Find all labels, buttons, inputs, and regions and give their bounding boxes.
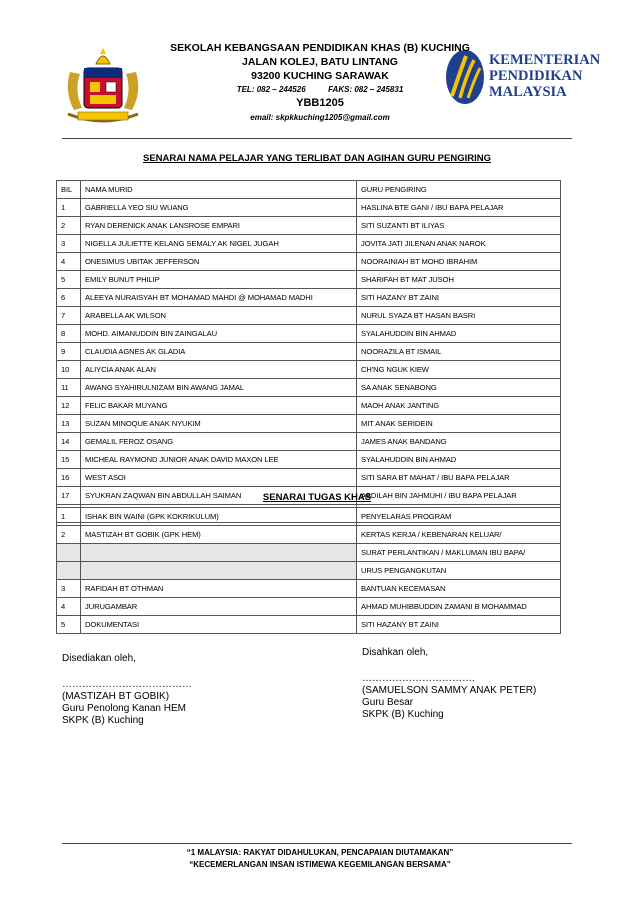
cell-escort-teacher: MIT ANAK SERIDEIN [357,415,561,433]
cell-student-name: WEST ASOI [81,469,357,487]
cell-bil: 4 [57,598,81,616]
cell-bil: 3 [57,580,81,598]
duty-row [57,508,561,526]
cell-bil: 14 [57,433,81,451]
cell-escort-teacher: SA ANAK SENABONG [357,379,561,397]
approved-by-signature-line: ……………………………. [362,673,475,684]
header-divider [62,138,572,139]
cell-bil [57,562,81,580]
cell-assignee: DOKUMENTASI [81,616,357,634]
fax-number: FAKS: 082 – 245831 [328,85,404,94]
school-email: email: skpkkuching1205@gmail.com [250,113,390,122]
kpm-name-line-1: KEMENTERIAN [489,52,601,68]
cell-student-name: ARABELLA AK WILSON [81,307,357,325]
cell-student-name: MICHEAL RAYMOND JUNIOR ANAK DAVID MAXON LEE [81,451,357,469]
cell-student-name: SYUKRAN ZAQWAN BIN ABDULLAH SAIMAN [81,487,357,505]
prepared-by-org: SKPK (B) Kuching [62,715,144,726]
student-row [57,397,561,415]
student-row [57,199,561,217]
student-row [57,433,561,451]
cell-student-name: RYAN DERENICK ANAK LANSROSE EMPARI [81,217,357,235]
duty-row [57,544,561,562]
cell-student-name: ALEEYA NURAISYAH BT MOHAMAD MAHDI @ MOHAMAD MADHI [81,289,357,307]
cell-escort-teacher: SYALAHUDDIN BIN AHMAD [357,325,561,343]
prepared-by-role: Guru Penolong Kanan HEM [62,703,186,714]
student-row [57,289,561,307]
student-row [57,469,561,487]
approved-by-block [362,647,536,721]
cell-assignee: RAFIDAH BT OTHMAN [81,580,357,598]
cell-bil: 5 [57,271,81,289]
cell-escort-teacher: SITI SARA BT MAHAT / IBU BAPA PELAJAR [357,469,561,487]
student-row [57,415,561,433]
duty-row [57,580,561,598]
duty-row [57,562,561,580]
cell-student-name: AWANG SYAHIRULNIZAM BIN AWANG JAMAL [81,379,357,397]
cell-bil: 6 [57,289,81,307]
column-header: GURU PENGIRING [357,181,561,199]
cell-escort-teacher: NOORAINIAH BT MOHD IBRAHIM [357,253,561,271]
student-table [56,180,561,523]
cell-student-name: NIGELLA JULIETTE KELANG SEMALY AK NIGEL JUGAH [81,235,357,253]
cell-bil: 4 [57,253,81,271]
approved-by-heading: Disahkan oleh, [362,647,429,658]
special-duties-table [56,507,561,634]
cell-bil: 7 [57,307,81,325]
cell-bil: 5 [57,616,81,634]
footer-divider [62,843,572,844]
student-row [57,217,561,235]
column-header: NAMA MURID [81,181,357,199]
cell-student-name: MOHD. AIMANUDDIN BIN ZAINGALAU [81,325,357,343]
cell-bil: 1 [57,199,81,217]
cell-escort-teacher: CH'NG NGUK KIEW [357,361,561,379]
cell-assignee: JURUGAMBAR [81,598,357,616]
cell-bil: 11 [57,379,81,397]
duty-row [57,616,561,634]
prepared-by-name: (MASTIZAH BT GOBIK) [62,691,170,702]
cell-student-name: GABRIELLA YEO SIU WUANG [81,199,357,217]
cell-bil: 10 [57,361,81,379]
duty-row [57,526,561,544]
prepared-by-heading: Disediakan oleh, [62,653,136,664]
kpm-name-line-2: PENDIDIKAN [489,68,583,84]
cell-assignee: ISHAK BIN WAINI (GPK KOKRIKULUM) [81,508,357,526]
cell-escort-teacher: SHARIFAH BT MAT JUSOH [357,271,561,289]
cell-duty: PENYELARAS PROGRAM [357,508,561,526]
cell-bil: 15 [57,451,81,469]
cell-bil: 17 [57,487,81,505]
cell-bil [57,544,81,562]
cell-bil: 2 [57,526,81,544]
cell-student-name: ONESIMUS UBITAK JEFFERSON [81,253,357,271]
school-address-line-2: 93200 KUCHING SARAWAK [251,70,389,82]
student-row [57,235,561,253]
cell-escort-teacher: JOVITA JATI JILENAN ANAK NAROK [357,235,561,253]
cell-duty: AHMAD MUHIBBUDDIN ZAMANI B MOHAMMAD [357,598,561,616]
approved-by-role: Guru Besar [362,697,414,708]
cell-duty: BANTUAN KECEMASAN [357,580,561,598]
cell-duty: URUS PENGANGKUTAN [357,562,561,580]
cell-escort-teacher: SITI HAZANY BT ZAINI [357,289,561,307]
cell-escort-teacher: NOORAZILA BT ISMAIL [357,343,561,361]
special-duties-title: SENARAI TUGAS KHAS [262,492,372,503]
cell-student-name: ALIYCIA ANAK ALAN [81,361,357,379]
cell-bil: 16 [57,469,81,487]
student-table-header [57,181,561,199]
cell-student-name: CLAUDIA AGNES AK GLADIA [81,343,357,361]
footer-motto-1: “1 MALAYSIA: RAKYAT DIDAHULUKAN, PENCAPAIAN DIUTAMAKAN” [186,848,454,857]
student-row [57,271,561,289]
cell-escort-teacher: MAOH ANAK JANTING [357,397,561,415]
contact-line [120,85,520,94]
cell-duty: SITI HAZANY BT ZAINI [357,616,561,634]
student-row [57,451,561,469]
cell-bil: 13 [57,415,81,433]
kpm-name-line-3: MALAYSIA [489,84,567,100]
student-row [57,325,561,343]
cell-escort-teacher: ABDILAH BIN JAHMUHI / IBU BAPA PELAJAR [357,487,561,505]
cell-assignee: MASTIZAH BT GOBIK (GPK HEM) [81,526,357,544]
cell-student-name: FELIC BAKAR MUYANG [81,397,357,415]
approved-by-name: (SAMUELSON SAMMY ANAK PETER) [362,685,537,696]
cell-student-name: EMILY BUNUT PHILIP [81,271,357,289]
cell-duty: SURAT PERLANTIKAN / MAKLUMAN IBU BAPA/ [357,544,561,562]
cell-bil: 9 [57,343,81,361]
prepared-by-signature-line: ………………………………… [62,679,192,690]
cell-duty: KERTAS KERJA / KEBENARAN KELUAR/ [357,526,561,544]
cell-escort-teacher: SITI SUZANTI BT ILIYAS [357,217,561,235]
cell-bil: 1 [57,508,81,526]
school-code: YBB1205 [296,97,344,109]
column-header: BIL [57,181,81,199]
approved-by-org: SKPK (B) Kuching [362,709,444,720]
cell-student-name: SUZAN MINOQUE ANAK NYUKIM [81,415,357,433]
footer-motto-2: “KECEMERLANGAN INSAN ISTIMEWA KEGEMILANGAN BERSAMA” [189,860,451,869]
student-list-title: SENARAI NAMA PELAJAR YANG TERLIBAT DAN AGIHAN GURU PENGIRING [142,153,491,164]
cell-assignee [81,562,357,580]
school-name: SEKOLAH KEBANGSAAN PENDIDIKAN KHAS (B) KUCHING [170,42,470,54]
cell-bil: 2 [57,217,81,235]
student-row [57,307,561,325]
cell-assignee [81,544,357,562]
school-address-line-1: JALAN KOLEJ, BATU LINTANG [242,56,398,68]
student-row [57,379,561,397]
cell-bil: 8 [57,325,81,343]
duty-row [57,598,561,616]
student-row [57,253,561,271]
student-row [57,343,561,361]
cell-student-name: GEMALIL FEROZ OSANG [81,433,357,451]
cell-escort-teacher: NURUL SYAZA BT HASAN BASRI [357,307,561,325]
cell-bil: 12 [57,397,81,415]
cell-escort-teacher: JAMES ANAK BANDANG [357,433,561,451]
student-row [57,361,561,379]
cell-bil: 3 [57,235,81,253]
cell-escort-teacher: SYALAHUDDIN BIN AHMAD [357,451,561,469]
phone-number: TEL: 082 – 244526 [236,85,306,94]
prepared-by-block [62,653,192,727]
cell-escort-teacher: HASLINA BTE GANI / IBU BAPA PELAJAR [357,199,561,217]
